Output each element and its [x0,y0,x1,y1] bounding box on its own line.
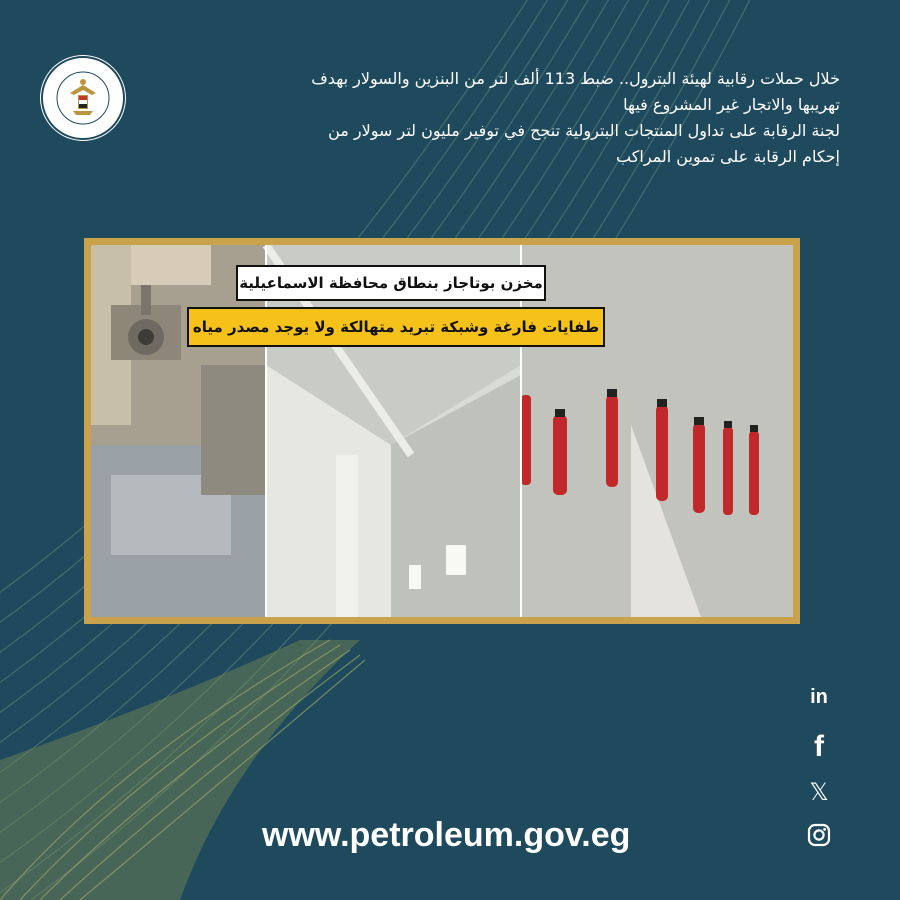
headline-line-2: تهريبها والاتجار غير المشروع فيها [623,95,840,114]
eagle-emblem-icon [40,55,126,141]
website-url[interactable]: www.petroleum.gov.eg [262,816,631,854]
ministry-logo [40,55,126,141]
facebook-icon[interactable]: f [814,730,824,763]
instagram-glyph-icon [807,823,831,847]
x-icon[interactable]: 𝕏 [809,778,829,806]
photo-caption-findings: طفايات فارغة وشبكة تبريد متهالكة ولا يوجد مصدر مياه [187,307,605,347]
photo-frame [84,238,800,624]
photo-caption-location: مخزن بوتاجاز بنطاق محافظة الاسماعيلية [236,265,546,301]
instagram-icon[interactable] [800,823,838,851]
headline-line-4: إحكام الرقابة على تموين المراكب [616,147,840,166]
headline-line-3: لجنة الرقابة على تداول المنتجات البترولية تنجح في توفير مليون لتر سولار من [328,121,840,140]
headline [140,66,840,170]
headline-line-1: خلال حملات رقابية لهيئة البترول.. ضبط 113 ألف لتر من البنزين والسولار بهدف [311,69,840,88]
linkedin-icon[interactable]: in [810,686,828,708]
warehouse-photo [91,245,793,617]
